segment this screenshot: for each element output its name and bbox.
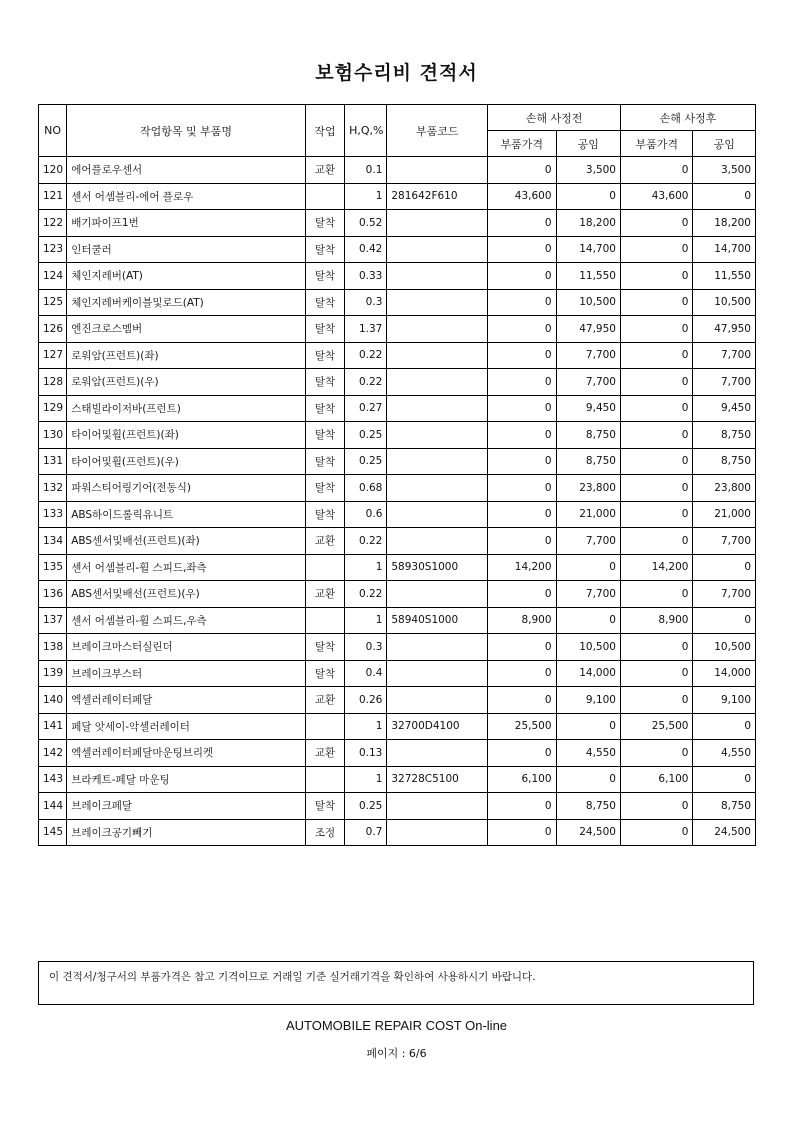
cell-work: 탈착 xyxy=(305,422,344,449)
table-body xyxy=(39,157,756,846)
cell-no: 124 xyxy=(39,263,67,290)
cell-before-labor: 0 xyxy=(556,183,620,210)
cell-item-name: 페달 앗세이-악셀러레이터 xyxy=(67,713,306,740)
cell-item-name: 센서 어셈블리-에어 플로우 xyxy=(67,183,306,210)
cell-after-part-price: 0 xyxy=(620,263,693,290)
cell-no: 136 xyxy=(39,581,67,608)
cell-part-code xyxy=(387,740,488,767)
cell-after-part-price: 0 xyxy=(620,316,693,343)
cell-item-name: 센서 어셈블리-휠 스피드,좌측 xyxy=(67,554,306,581)
table-row xyxy=(39,157,756,184)
table-row xyxy=(39,316,756,343)
cell-part-code xyxy=(387,634,488,661)
cell-no: 125 xyxy=(39,289,67,316)
cell-work: 탈착 xyxy=(305,263,344,290)
cell-hq: 1 xyxy=(345,554,387,581)
cell-hq: 0.13 xyxy=(345,740,387,767)
cell-after-part-price: 0 xyxy=(620,740,693,767)
cell-before-part-price: 0 xyxy=(488,660,556,687)
table-row xyxy=(39,740,756,767)
table-row xyxy=(39,236,756,263)
cell-part-code xyxy=(387,475,488,502)
footer-brand: AUTOMOBILE REPAIR COST On-line xyxy=(285,1018,508,1033)
cell-after-labor: 0 xyxy=(693,766,756,793)
page-number: 페이지 : 6/6 xyxy=(366,1047,427,1060)
cell-item-name: 엑셀러레이터페달마운팅브리켓 xyxy=(67,740,306,767)
cell-part-code: 58940S1000 xyxy=(387,607,488,634)
cell-before-labor: 7,700 xyxy=(556,369,620,396)
cell-no: 143 xyxy=(39,766,67,793)
cell-after-labor: 24,500 xyxy=(693,819,756,846)
header-no: NO xyxy=(39,105,67,157)
cell-work: 탈착 xyxy=(305,289,344,316)
cell-before-part-price: 0 xyxy=(488,210,556,237)
cell-work: 탈착 xyxy=(305,210,344,237)
cell-after-part-price: 0 xyxy=(620,581,693,608)
cell-before-part-price: 0 xyxy=(488,819,556,846)
cell-before-labor: 47,950 xyxy=(556,316,620,343)
cell-no: 122 xyxy=(39,210,67,237)
cell-before-part-price: 0 xyxy=(488,289,556,316)
table-row xyxy=(39,395,756,422)
cell-part-code xyxy=(387,687,488,714)
cell-after-part-price: 0 xyxy=(620,448,693,475)
cell-hq: 0.3 xyxy=(345,634,387,661)
cell-before-labor: 0 xyxy=(556,607,620,634)
cell-no: 144 xyxy=(39,793,67,820)
cell-work: 교환 xyxy=(305,687,344,714)
cell-hq: 0.26 xyxy=(345,687,387,714)
cell-before-part-price: 0 xyxy=(488,501,556,528)
cell-no: 134 xyxy=(39,528,67,555)
cell-after-labor: 9,450 xyxy=(693,395,756,422)
cell-work: 조정 xyxy=(305,819,344,846)
cell-after-labor: 14,000 xyxy=(693,660,756,687)
table-row xyxy=(39,634,756,661)
cell-before-labor: 0 xyxy=(556,713,620,740)
cell-item-name: 체인지레버케이블및로드(AT) xyxy=(67,289,306,316)
cell-part-code xyxy=(387,369,488,396)
cell-work: 교환 xyxy=(305,528,344,555)
cell-part-code: 281642F610 xyxy=(387,183,488,210)
cell-part-code xyxy=(387,263,488,290)
cell-after-part-price: 0 xyxy=(620,819,693,846)
cell-before-labor: 0 xyxy=(556,554,620,581)
cell-before-labor: 0 xyxy=(556,766,620,793)
cell-before-part-price: 0 xyxy=(488,528,556,555)
cell-part-code: 32728C5100 xyxy=(387,766,488,793)
cell-after-labor: 4,550 xyxy=(693,740,756,767)
estimate-table xyxy=(38,104,756,846)
cell-before-labor: 14,700 xyxy=(556,236,620,263)
notice-box: 이 견적서/청구서의 부품가격은 참고 기격이므로 거래일 기준 실거래기격을 확인하여 사용하시기 바랍니다. xyxy=(38,961,754,1005)
cell-after-labor: 3,500 xyxy=(693,157,756,184)
cell-work: 탈착 xyxy=(305,793,344,820)
cell-work xyxy=(305,554,344,581)
cell-part-code xyxy=(387,395,488,422)
cell-item-name: 인터쿨러 xyxy=(67,236,306,263)
cell-no: 121 xyxy=(39,183,67,210)
cell-before-part-price: 0 xyxy=(488,634,556,661)
cell-part-code xyxy=(387,236,488,263)
cell-hq: 1 xyxy=(345,766,387,793)
cell-item-name: 브레이크공기빼기 xyxy=(67,819,306,846)
cell-before-labor: 9,450 xyxy=(556,395,620,422)
table-row xyxy=(39,263,756,290)
cell-before-labor: 21,000 xyxy=(556,501,620,528)
cell-after-part-price: 0 xyxy=(620,475,693,502)
table-row xyxy=(39,713,756,740)
cell-work xyxy=(305,766,344,793)
cell-before-part-price: 0 xyxy=(488,263,556,290)
cell-work: 탈착 xyxy=(305,501,344,528)
cell-no: 128 xyxy=(39,369,67,396)
cell-part-code: 32700D4100 xyxy=(387,713,488,740)
page-title: 보험수리비 견적서 xyxy=(315,62,478,84)
cell-no: 145 xyxy=(39,819,67,846)
cell-before-part-price: 0 xyxy=(488,342,556,369)
cell-work xyxy=(305,713,344,740)
cell-before-labor: 11,550 xyxy=(556,263,620,290)
cell-item-name: 체인지레버(AT) xyxy=(67,263,306,290)
cell-no: 139 xyxy=(39,660,67,687)
cell-hq: 0.42 xyxy=(345,236,387,263)
cell-hq: 0.22 xyxy=(345,528,387,555)
cell-after-labor: 21,000 xyxy=(693,501,756,528)
cell-before-part-price: 8,900 xyxy=(488,607,556,634)
cell-no: 133 xyxy=(39,501,67,528)
cell-hq: 0.1 xyxy=(345,157,387,184)
cell-after-part-price: 0 xyxy=(620,289,693,316)
cell-after-labor: 7,700 xyxy=(693,528,756,555)
table-row xyxy=(39,210,756,237)
cell-before-part-price: 0 xyxy=(488,422,556,449)
cell-hq: 1.37 xyxy=(345,316,387,343)
cell-item-name: 브레이크페달 xyxy=(67,793,306,820)
cell-after-labor: 8,750 xyxy=(693,448,756,475)
cell-no: 138 xyxy=(39,634,67,661)
cell-before-labor: 8,750 xyxy=(556,422,620,449)
table-row xyxy=(39,581,756,608)
header-after: 손해 사정후 xyxy=(620,105,755,131)
cell-no: 142 xyxy=(39,740,67,767)
cell-work xyxy=(305,183,344,210)
table-row xyxy=(39,475,756,502)
cell-item-name: 에어플로우센서 xyxy=(67,157,306,184)
header-before-part-price: 부품가격 xyxy=(488,131,556,157)
cell-part-code xyxy=(387,528,488,555)
cell-no: 127 xyxy=(39,342,67,369)
header-work: 작업 xyxy=(305,105,344,157)
cell-item-name: 엔진크로스멤버 xyxy=(67,316,306,343)
cell-after-part-price: 0 xyxy=(620,236,693,263)
table-row xyxy=(39,448,756,475)
cell-hq: 0.25 xyxy=(345,448,387,475)
cell-item-name: 센서 어셈블리-휠 스피드,우측 xyxy=(67,607,306,634)
cell-after-part-price: 0 xyxy=(620,342,693,369)
table-row xyxy=(39,819,756,846)
cell-part-code xyxy=(387,210,488,237)
cell-hq: 0.22 xyxy=(345,342,387,369)
cell-part-code xyxy=(387,342,488,369)
cell-hq: 1 xyxy=(345,183,387,210)
cell-before-labor: 8,750 xyxy=(556,793,620,820)
header-code: 부품코드 xyxy=(387,105,488,157)
cell-after-labor: 0 xyxy=(693,554,756,581)
cell-no: 135 xyxy=(39,554,67,581)
cell-before-labor: 4,550 xyxy=(556,740,620,767)
cell-part-code: 58930S1000 xyxy=(387,554,488,581)
table-row xyxy=(39,687,756,714)
table-row xyxy=(39,528,756,555)
cell-item-name: ABS센서및배선(프런트)(우) xyxy=(67,581,306,608)
cell-before-labor: 7,700 xyxy=(556,581,620,608)
table-row xyxy=(39,369,756,396)
cell-item-name: 타이어및휠(프런트)(좌) xyxy=(67,422,306,449)
cell-before-labor: 9,100 xyxy=(556,687,620,714)
cell-work: 교환 xyxy=(305,581,344,608)
cell-part-code xyxy=(387,448,488,475)
cell-work: 탈착 xyxy=(305,236,344,263)
cell-before-part-price: 0 xyxy=(488,740,556,767)
cell-item-name: 브라케트-페달 마운팅 xyxy=(67,766,306,793)
cell-before-labor: 8,750 xyxy=(556,448,620,475)
cell-item-name: 스태빌라이저바(프런트) xyxy=(67,395,306,422)
cell-work: 탈착 xyxy=(305,395,344,422)
cell-hq: 0.25 xyxy=(345,422,387,449)
cell-part-code xyxy=(387,501,488,528)
header-before-labor: 공임 xyxy=(556,131,620,157)
table-row xyxy=(39,554,756,581)
table-row xyxy=(39,660,756,687)
cell-item-name: 로워암(프런트)(좌) xyxy=(67,342,306,369)
cell-hq: 0.4 xyxy=(345,660,387,687)
header-item: 작업항목 및 부품명 xyxy=(67,105,306,157)
cell-work: 탈착 xyxy=(305,448,344,475)
cell-work: 탈착 xyxy=(305,369,344,396)
table-row xyxy=(39,422,756,449)
cell-before-part-price: 0 xyxy=(488,581,556,608)
cell-hq: 0.7 xyxy=(345,819,387,846)
cell-after-labor: 14,700 xyxy=(693,236,756,263)
cell-part-code xyxy=(387,819,488,846)
cell-no: 132 xyxy=(39,475,67,502)
cell-before-part-price: 0 xyxy=(488,395,556,422)
cell-item-name: 엑셀러레이터페달 xyxy=(67,687,306,714)
cell-no: 141 xyxy=(39,713,67,740)
cell-hq: 0.22 xyxy=(345,581,387,608)
cell-after-part-price: 0 xyxy=(620,210,693,237)
header-hq: H,Q,% xyxy=(345,105,387,157)
cell-after-labor: 7,700 xyxy=(693,342,756,369)
cell-before-part-price: 0 xyxy=(488,369,556,396)
table-row xyxy=(39,289,756,316)
cell-after-part-price: 0 xyxy=(620,422,693,449)
cell-part-code xyxy=(387,793,488,820)
cell-after-labor: 8,750 xyxy=(693,422,756,449)
cell-work: 탈착 xyxy=(305,342,344,369)
cell-no: 131 xyxy=(39,448,67,475)
cell-before-labor: 14,000 xyxy=(556,660,620,687)
cell-item-name: ABS센서및배선(프런트)(좌) xyxy=(67,528,306,555)
cell-work: 탈착 xyxy=(305,475,344,502)
cell-before-labor: 7,700 xyxy=(556,528,620,555)
cell-after-part-price: 43,600 xyxy=(620,183,693,210)
cell-after-labor: 23,800 xyxy=(693,475,756,502)
cell-item-name: 배기파이프1번 xyxy=(67,210,306,237)
table-row xyxy=(39,607,756,634)
cell-before-part-price: 0 xyxy=(488,448,556,475)
cell-work: 교환 xyxy=(305,157,344,184)
cell-no: 140 xyxy=(39,687,67,714)
cell-before-labor: 24,500 xyxy=(556,819,620,846)
table-row xyxy=(39,793,756,820)
cell-after-labor: 18,200 xyxy=(693,210,756,237)
cell-after-part-price: 0 xyxy=(620,501,693,528)
cell-hq: 0.3 xyxy=(345,289,387,316)
header-after-part-price: 부품가격 xyxy=(620,131,693,157)
cell-before-part-price: 0 xyxy=(488,793,556,820)
cell-before-labor: 18,200 xyxy=(556,210,620,237)
cell-work: 탈착 xyxy=(305,316,344,343)
cell-before-part-price: 14,200 xyxy=(488,554,556,581)
cell-hq: 1 xyxy=(345,607,387,634)
cell-part-code xyxy=(387,157,488,184)
header-after-labor: 공임 xyxy=(693,131,756,157)
cell-before-part-price: 0 xyxy=(488,475,556,502)
cell-after-labor: 7,700 xyxy=(693,581,756,608)
cell-after-labor: 11,550 xyxy=(693,263,756,290)
cell-before-part-price: 25,500 xyxy=(488,713,556,740)
cell-before-labor: 10,500 xyxy=(556,289,620,316)
cell-after-part-price: 0 xyxy=(620,634,693,661)
cell-after-part-price: 0 xyxy=(620,369,693,396)
cell-after-labor: 9,100 xyxy=(693,687,756,714)
cell-part-code xyxy=(387,289,488,316)
cell-after-labor: 7,700 xyxy=(693,369,756,396)
cell-hq: 0.52 xyxy=(345,210,387,237)
cell-work: 탈착 xyxy=(305,660,344,687)
cell-after-part-price: 0 xyxy=(620,793,693,820)
cell-hq: 0.33 xyxy=(345,263,387,290)
cell-after-labor: 8,750 xyxy=(693,793,756,820)
cell-item-name: 브레이크부스터 xyxy=(67,660,306,687)
cell-hq: 0.68 xyxy=(345,475,387,502)
table-row xyxy=(39,501,756,528)
cell-after-labor: 0 xyxy=(693,607,756,634)
cell-item-name: 파워스티어링기어(전동식) xyxy=(67,475,306,502)
cell-work xyxy=(305,607,344,634)
cell-no: 123 xyxy=(39,236,67,263)
cell-after-part-price: 0 xyxy=(620,660,693,687)
cell-part-code xyxy=(387,316,488,343)
cell-after-part-price: 0 xyxy=(620,157,693,184)
cell-hq: 0.6 xyxy=(345,501,387,528)
cell-work: 탈착 xyxy=(305,634,344,661)
cell-after-part-price: 25,500 xyxy=(620,713,693,740)
cell-item-name: 타이어및휠(프런트)(우) xyxy=(67,448,306,475)
cell-before-labor: 3,500 xyxy=(556,157,620,184)
cell-no: 120 xyxy=(39,157,67,184)
cell-hq: 1 xyxy=(345,713,387,740)
cell-no: 137 xyxy=(39,607,67,634)
cell-after-part-price: 0 xyxy=(620,528,693,555)
cell-after-labor: 0 xyxy=(693,713,756,740)
cell-item-name: 브레이크마스터실린더 xyxy=(67,634,306,661)
cell-after-part-price: 8,900 xyxy=(620,607,693,634)
cell-before-part-price: 0 xyxy=(488,687,556,714)
cell-hq: 0.27 xyxy=(345,395,387,422)
cell-no: 130 xyxy=(39,422,67,449)
cell-part-code xyxy=(387,581,488,608)
cell-before-part-price: 0 xyxy=(488,157,556,184)
cell-after-part-price: 0 xyxy=(620,687,693,714)
cell-before-labor: 7,700 xyxy=(556,342,620,369)
cell-before-labor: 23,800 xyxy=(556,475,620,502)
table-row xyxy=(39,342,756,369)
table-row xyxy=(39,183,756,210)
cell-item-name: ABS하이드롤릭유니트 xyxy=(67,501,306,528)
cell-work: 교환 xyxy=(305,740,344,767)
cell-after-part-price: 6,100 xyxy=(620,766,693,793)
cell-after-labor: 0 xyxy=(693,183,756,210)
cell-after-part-price: 0 xyxy=(620,395,693,422)
table-row xyxy=(39,766,756,793)
cell-part-code xyxy=(387,422,488,449)
cell-hq: 0.25 xyxy=(345,793,387,820)
cell-before-part-price: 0 xyxy=(488,236,556,263)
cell-before-part-price: 6,100 xyxy=(488,766,556,793)
cell-no: 126 xyxy=(39,316,67,343)
cell-item-name: 로워암(프런트)(우) xyxy=(67,369,306,396)
cell-before-labor: 10,500 xyxy=(556,634,620,661)
cell-before-part-price: 0 xyxy=(488,316,556,343)
cell-after-labor: 10,500 xyxy=(693,634,756,661)
cell-part-code xyxy=(387,660,488,687)
header-before: 손해 사정전 xyxy=(488,105,621,131)
cell-before-part-price: 43,600 xyxy=(488,183,556,210)
cell-no: 129 xyxy=(39,395,67,422)
cell-after-labor: 10,500 xyxy=(693,289,756,316)
cell-hq: 0.22 xyxy=(345,369,387,396)
cell-after-labor: 47,950 xyxy=(693,316,756,343)
cell-after-part-price: 14,200 xyxy=(620,554,693,581)
